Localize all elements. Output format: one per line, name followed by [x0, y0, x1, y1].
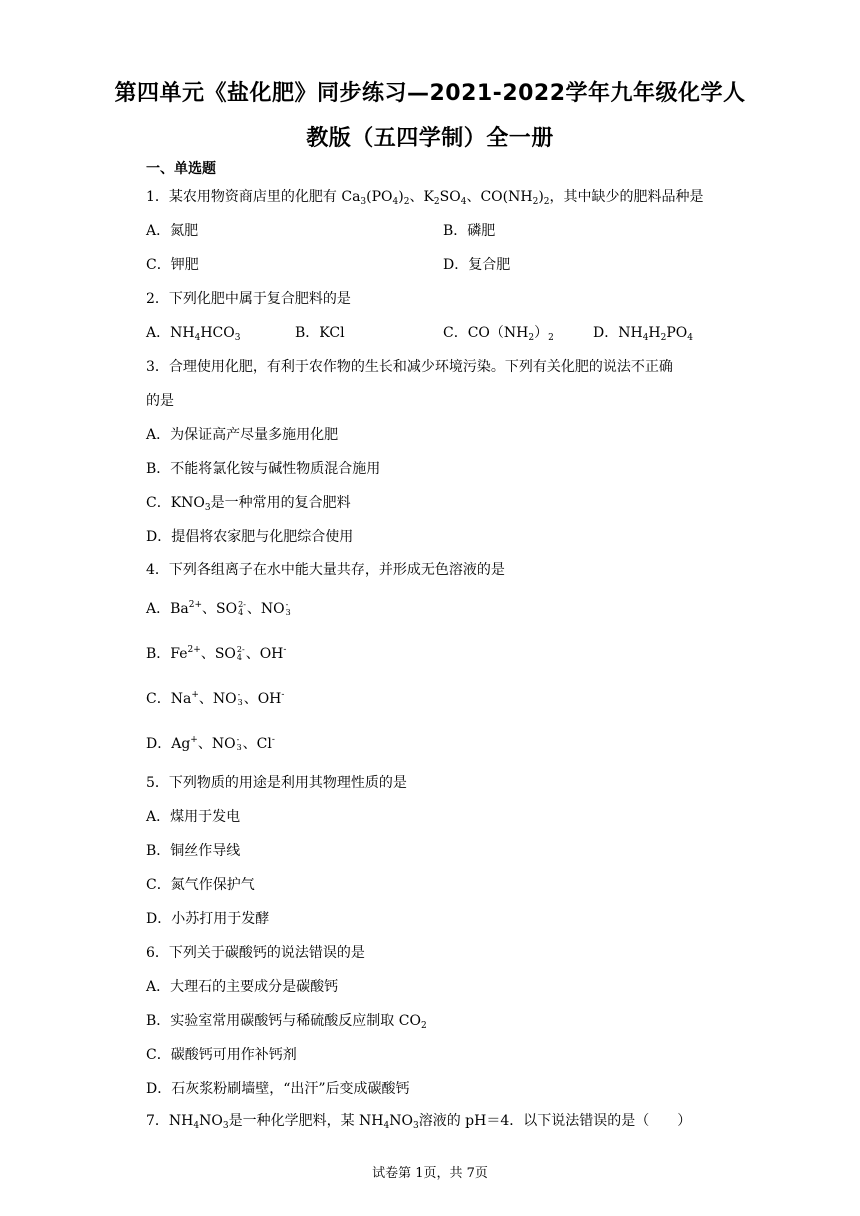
q2-option-b[interactable]: B．KCl	[295, 325, 345, 341]
q5-option-d[interactable]: D．小苏打用于发酵	[146, 911, 270, 927]
q4-option-b[interactable]: B．$Fe^{2+}$、SO 2- 4 、OH-	[146, 645, 287, 662]
title-line-2: 教版（五四学制）全一册	[306, 126, 554, 151]
q5-option-c[interactable]: C．氮气作保护气	[146, 877, 255, 893]
q3-option-a[interactable]: A．为保证高产尽量多施用化肥	[146, 427, 339, 443]
question-4-stem: 4．下列各组离子在水中能大量共存，并形成无色溶液的是	[146, 562, 505, 578]
q6-option-d[interactable]: D．石灰浆粉刷墙壁，“出汗”后变成碳酸钙	[146, 1081, 410, 1097]
q2-option-d[interactable]: D．$NH_4H_2PO_4$	[593, 325, 694, 343]
q6-option-c[interactable]: C．碳酸钙可用作补钙剂	[146, 1047, 297, 1063]
q3-option-d[interactable]: D．提倡将农家肥与化肥综合使用	[146, 529, 354, 545]
q5-option-a[interactable]: A．煤用于发电	[146, 809, 241, 825]
title-line-1: 第四单元《盐化肥》同步练习—2021-2022学年九年级化学人	[114, 81, 746, 106]
q6-option-b[interactable]: B．实验室常用碳酸钙与稀硫酸反应制取 $CO_2$	[146, 1013, 427, 1031]
q1-option-d[interactable]: D．复合肥	[443, 257, 511, 273]
question-2-stem: 2．下列化肥中属于复合肥料的是	[146, 291, 351, 307]
q1-option-c[interactable]: C．钾肥	[146, 257, 199, 273]
q1-option-b[interactable]: B．磷肥	[443, 223, 496, 239]
page-footer: 试卷第 1页，共 7页	[372, 1166, 488, 1181]
question-7-stem: 7．$NH_4NO_3$是一种化学肥料，某 $NH_4NO_3$溶液的 pH＝4．以下说法错误的是（ ）	[146, 1113, 692, 1131]
question-5-stem: 5．下列物质的用途是利用其物理性质的是	[146, 775, 407, 791]
question-3-stem-line-2: 的是	[146, 393, 174, 409]
q4-option-a[interactable]: A．$Ba^{2+}$、SO 2- 4 、NO - 3	[146, 600, 291, 617]
q1-option-a[interactable]: A．氮肥	[146, 223, 199, 239]
section-heading: 一、单选题	[146, 161, 216, 177]
question-6-stem: 6．下列关于碳酸钙的说法错误的是	[146, 945, 365, 961]
q6-option-a[interactable]: A．大理石的主要成分是碳酸钙	[146, 979, 339, 995]
q3-option-b[interactable]: B．不能将氯化铵与碱性物质混合施用	[146, 461, 381, 477]
q2-option-a[interactable]: A．$NH_4HCO_3$	[146, 325, 241, 343]
q4-option-d[interactable]: D．Ag+、NO - 3 、Cl-	[146, 735, 275, 752]
question-1-stem: 1．某农用物资商店里的化肥有 $Ca_3(PO_4)_2$、$K_2SO_4$、$CO(NH_2)_2$，其中缺少的肥料品种是	[146, 189, 704, 207]
q3-option-c[interactable]: C．$KNO_3$是一种常用的复合肥料	[146, 495, 351, 513]
q2-option-c[interactable]: C．$CO(NH_2)_2$	[443, 325, 554, 343]
question-3-stem-line-1: 3．合理使用化肥，有利于农作物的生长和减少环境污染。下列有关化肥的说法不正确	[146, 359, 673, 375]
q4-option-c[interactable]: C．Na+、NO - 3 、OH-	[146, 690, 285, 707]
q5-option-b[interactable]: B．铜丝作导线	[146, 843, 241, 859]
